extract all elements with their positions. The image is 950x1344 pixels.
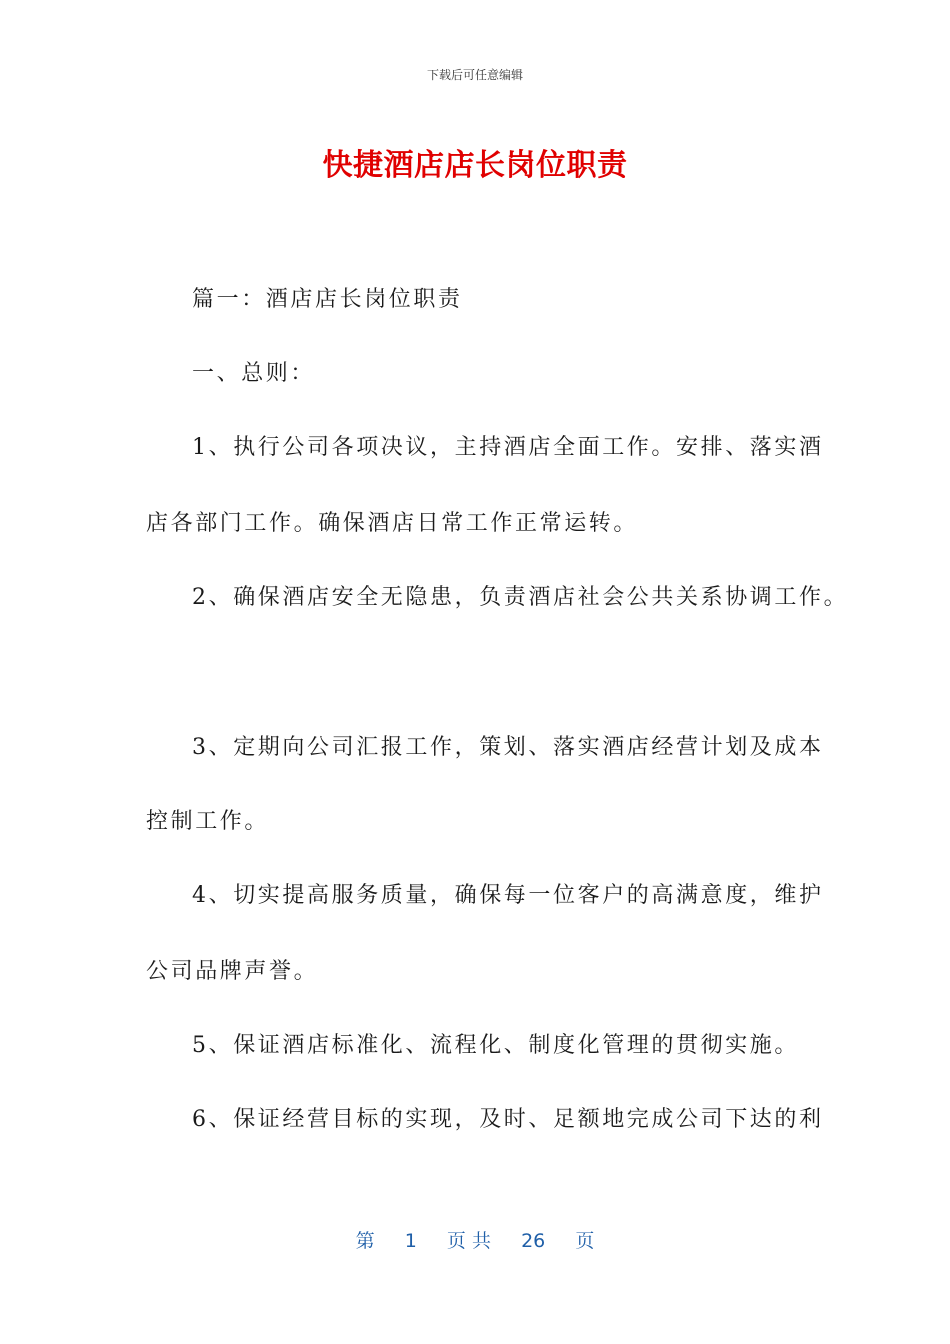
current-page-number: 1 <box>404 1230 417 1252</box>
paragraph-line: 5、保证酒店标准化、流程化、制度化管理的贯彻实施。 <box>192 1033 799 1058</box>
page-footer <box>0 1226 950 1253</box>
paragraph-line: 公司品牌声誉。 <box>146 959 319 984</box>
paragraph-line: 6、保证经营目标的实现，及时、足额地完成公司下达的利 <box>192 1107 824 1132</box>
paragraph-line: 1、执行公司各项决议，主持酒店全面工作。安排、落实酒 <box>192 435 824 460</box>
header-note: 下载后可任意编辑 <box>426 68 523 82</box>
page-mid: 页 共 <box>446 1230 491 1252</box>
total-pages: 26 <box>521 1230 546 1252</box>
paragraph-line: 2、确保酒店安全无隐患，负责酒店社会公共关系协调工作。 <box>192 585 849 610</box>
document-title: 快捷酒店店长岗位职责 <box>322 148 628 183</box>
subsection-heading: 一、总则： <box>192 361 316 386</box>
section-heading: 篇一：酒店店长岗位职责 <box>192 287 463 312</box>
page-prefix: 第 <box>355 1230 375 1252</box>
paragraph-line: 店各部门工作。确保酒店日常工作正常运转。 <box>146 511 639 536</box>
paragraph-line: 控制工作。 <box>146 809 270 834</box>
paragraph-line: 4、切实提高服务质量，确保每一位客户的高满意度，维护 <box>192 883 824 908</box>
paragraph-line: 3、定期向公司汇报工作，策划、落实酒店经营计划及成本 <box>192 735 824 760</box>
page-suffix: 页 <box>575 1230 595 1252</box>
